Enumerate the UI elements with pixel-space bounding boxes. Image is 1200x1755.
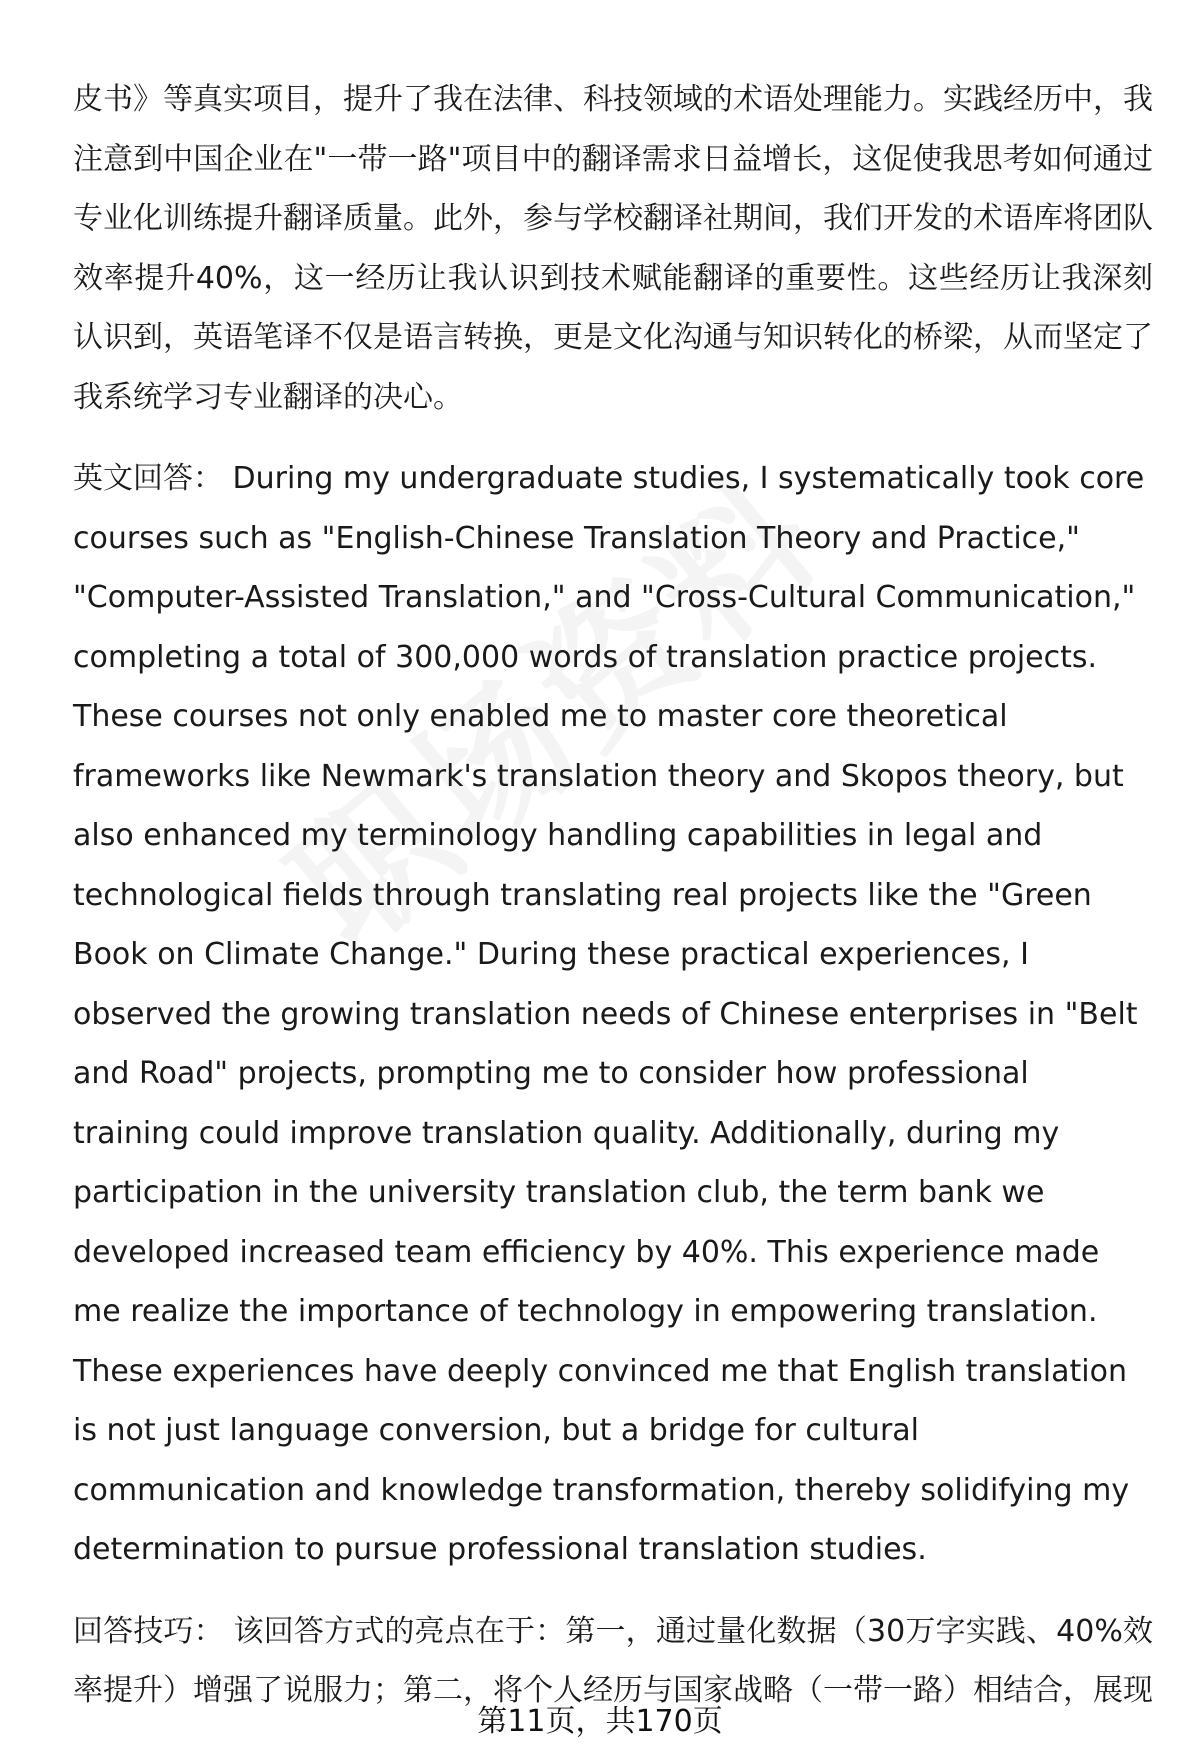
answer-tips-label: 回答技巧： (73, 1613, 234, 1649)
page-content (73, 70, 1153, 1721)
answer-tips-text: 该回答方式的亮点在于：第一，通过量化数据（30万字实践、40%效率提升）增强了说服力；第二，将个人经历与国家战略（一带一路）相结合，展现 (73, 1613, 1153, 1708)
cn-paragraph: 皮书》等真实项目，提升了我在法律、科技领域的术语处理能力。实践经历中，我注意到中国企业在"一带一路"项目中的翻译需求日益增长，这促使我思考如何通过专业化训练提升翻译质量。此外，参与学校翻译社期间，我们开发的术语库将团队效率提升40%，这一经历让我认识到技术赋能翻译的重要性。这些经历让我深刻认识到，英语笔译不仅是语言转换，更是文化沟通与知识转化的桥梁，从而坚定了我系统学习专业翻译的决心。 (73, 82, 1153, 415)
english-answer-label: 英文回答： (73, 461, 233, 496)
english-answer-text: During my undergraduate studies, I systematically took core courses such as "English-Chinese Translation Theory and Practice," "Computer-Assisted Translation," and "Cross-Cultural Communication," completing a total of 300,000 words of translation practice projects. These courses not only enabled me to master core theoretical frameworks like Newmark's translation theory and Skopos theory, but also enhanced my terminology handling capabilities in legal and technological fields through translating real projects like the "Green Book on Climate Change." During these practical experiences, I observed the growing translation needs of Chinese enterprises in "Belt and Road" projects, prompting me to consider how professional training could improve translation quality. Additionally, during my participation in the university translation club, the term bank we developed increased team efficiency by 40%. This experience made me realize the importance of technology in empowering translation. These experiences have deeply convinced me that English translation is not just language conversion, but a bridge for cultural communication and knowledge transformation, thereby solidifying my determination to pursue professional translation studies. (73, 461, 1145, 1567)
page-number-footer: 第11页，共170页 (477, 1704, 723, 1739)
english-answer-paragraph (73, 449, 1153, 1580)
